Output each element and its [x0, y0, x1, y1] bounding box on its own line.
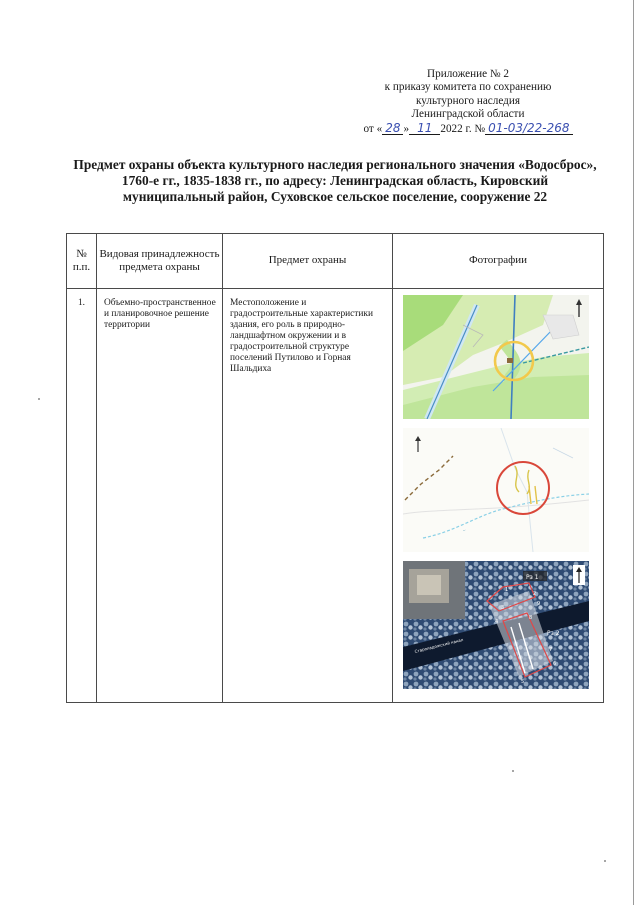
- satellite-label-7: 7: [549, 647, 553, 653]
- svg-text:~: ~: [461, 527, 467, 533]
- order-date-line: [348, 122, 588, 136]
- table-row: [67, 289, 604, 703]
- row-kind: Объемно-пространственное и планировочное решение территории: [97, 289, 223, 703]
- scan-speck: [512, 770, 514, 772]
- schematic-plan-image: [403, 428, 589, 552]
- appendix-header: [348, 68, 588, 136]
- satellite-label-6: 6: [553, 661, 557, 667]
- satellite-label-5: 5: [521, 679, 525, 685]
- satellite-image: [403, 561, 589, 689]
- date-year: 2022 г. №: [440, 122, 486, 135]
- row-photos: [393, 289, 604, 703]
- handwritten-order-number: 01-03/22-268: [485, 122, 572, 135]
- scan-edge: [633, 0, 634, 905]
- header-photos: Фотографии: [393, 234, 604, 289]
- appendix-line-2: к приказу комитета по сохранению: [384, 81, 552, 94]
- header-kind: Видовая принадлежность предмета охраны: [97, 234, 223, 289]
- protection-subject-table: [66, 233, 604, 703]
- handwritten-month: 11: [409, 122, 440, 135]
- satellite-label-8: 8: [529, 615, 533, 621]
- row-number: 1.: [67, 289, 97, 703]
- handwritten-day: 28: [382, 122, 403, 135]
- header-number: № п.п.: [67, 234, 97, 289]
- appendix-line-4: Ленинградской области: [411, 108, 525, 121]
- header-subject: Предмет охраны: [223, 234, 393, 289]
- satellite-label-2: 2: [533, 591, 537, 597]
- canal-label: Староладожский канал: [414, 637, 464, 654]
- scan-speck: [604, 860, 606, 862]
- satellite-label-4: 4: [495, 619, 499, 625]
- satellite-label-9: 9: [537, 601, 541, 607]
- scan-speck: [38, 398, 40, 400]
- date-prefix: от «: [363, 122, 383, 135]
- document-title: Предмет охраны объекта культурного наследия регионального значения «Водосброс», 1760-е гг., 1835-1838 гг., по адресу: Ленинградская область, Кировский муниципальный район, Суховское сельское поселение, сооружение 22: [73, 157, 597, 204]
- appendix-line-3: культурного наследия: [416, 94, 520, 107]
- topographic-map-image: [403, 295, 589, 419]
- date-mid: »: [403, 122, 410, 135]
- satellite-label-1: 1: [505, 587, 509, 593]
- satellite-label-rz2: Рз 2: [547, 630, 560, 637]
- row-subject: Местоположение и градостроительные характеристики здания, его роль в природно-ландшафтном окружении и в градостроительной структуре поселений Путилово и Горная Шальдиха: [223, 289, 393, 703]
- satellite-label-rz1: Рз 1: [526, 574, 539, 581]
- satellite-label-3: 3: [501, 605, 505, 611]
- appendix-line-1: Приложение № 2: [427, 68, 509, 80]
- table-header-row: [67, 234, 604, 289]
